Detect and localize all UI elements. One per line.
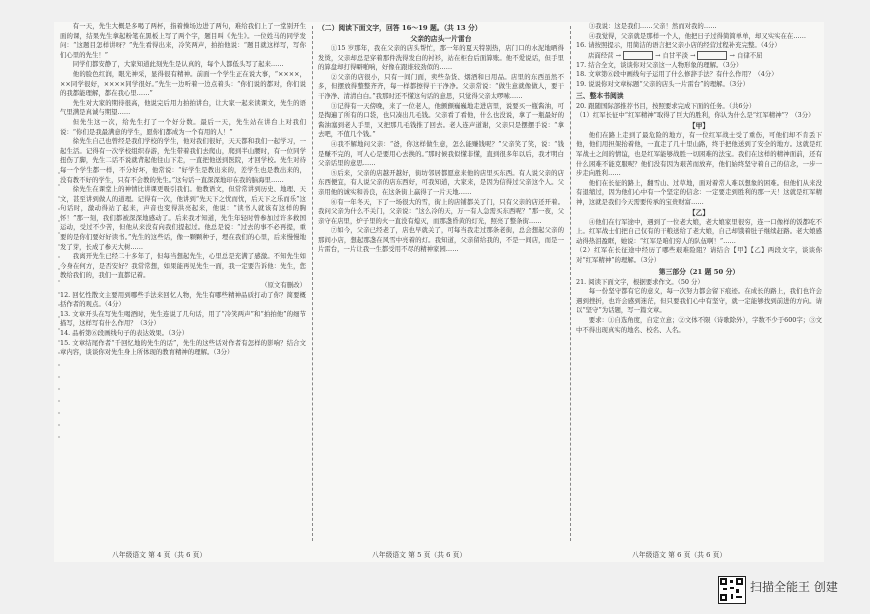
column-divider — [570, 26, 571, 541]
question: 20. 跟随国际部推荐书目，按照要求完成下面的任务。（共6分） — [576, 101, 756, 110]
passage-label: 【甲】 — [688, 121, 710, 130]
question: 13. 文章开头在写先生喝酒时，先生连说了几句话，用了“冷笑两声”和“拍拍他”的细节描写，这样写有什么作用？（3分） — [60, 309, 306, 328]
question: 14. 品析第⑥段画线句子的表达效果。（3分） — [60, 329, 189, 337]
question: 21. 阅读下面文字，根据要求作文。（50 分） — [576, 277, 704, 286]
paragraph: 先生对大家的期待很高，他说完后用力拍拍讲台，让大家一起来读课文，先生的语气里满是真诚与期望…… — [60, 98, 306, 117]
flow-diagram — [576, 51, 822, 61]
paragraph: ⑤后来，父亲的店越开越好，街坊邻居都愿意来他的店里买东西。有人说父亲的店东西便宜，有人说父亲的店东西好，可我知道，大家来，是因为信得过父亲这个人。父亲用他的诚实和善良，在这条街上赢得了一片天地…… — [318, 168, 564, 196]
paragraph: ④我不解地问父亲：“爸，你这样做生意，怎么能赚钱呢？”父亲笑了笑，说：“钱是赚不完的，可人心是要用心去换的。”那时候我似懂非懂，直到很多年以后，我才明白父亲话里的意思…… — [318, 139, 564, 168]
arrow-icon: → — [655, 51, 661, 60]
paragraph: 同学们都安静了，大家知道此刻先生是认真的，每个人都低头写了起来…… — [72, 60, 284, 69]
scanner-watermark: 扫描全能王 创建 — [750, 580, 838, 594]
page-footer: 八年级语文 第 4 页（共 6 页） — [112, 551, 207, 559]
question: 18. 文章第⑥段中画线句子运用了什么修辞手法？有什么作用？（4分） — [576, 70, 778, 79]
page-footer: 八年级语文 第 5 页（共 6 页） — [372, 551, 467, 559]
flow-start: 店面经营 — [588, 51, 614, 60]
essay-requirements: 要求：①自选角度，自定立意；②文体不限（诗歌除外），字数不少于600字；③文中不得出现真实的地名、校名、人名。 — [576, 315, 822, 334]
paragraph: ⑥有一年冬天，下了一场很大的雪，街上的店铺都关了门，只有父亲的店还开着。我问父亲为什么不关门，父亲说：“这么冷的天，万一有人急需买东西呢？”那一夜，父亲守在店里，炉子里的火一直没有熄灭，而那盏昏黄的灯光，照亮了整条街…… — [318, 197, 564, 225]
arrow-icon: → — [690, 51, 696, 60]
column-divider — [312, 26, 313, 541]
paragraph: 他们在路上走到了最危险的地方，有一位红军战士受了重伤，可他们却不肯丢下他，他们用担架抬着他，一直走了几十里山路，终于把他送到了安全的地方。这就是红军战士之间的情谊，也是红军能够战胜一切困难的法宝。我们在这样的精神面前，还有什么困难不能克服呢？他们没有因为艰苦而放弃，他们始终坚守着自己的信念，一步一步走向胜利…… — [576, 130, 822, 178]
flow-end: 自律不屈 — [736, 51, 763, 60]
question: （1）红军长征中“红军精神”取得了巨大的胜利，你认为什么是“红军精神”？（3分） — [576, 111, 815, 120]
question: 19. 说说你对文章标题“父亲的店头一片雷台”的理解。（3分） — [576, 80, 749, 89]
paragraph: 徐先生自己也曾经是我们学校的学生，他对我们很好，天天都和我们一起学习，一起生活。记得有一次学校组织春游，先生带着我们去爬山，爬到半山腰时，有一位同学扭伤了脚，先生二话不说就背起他往山下走，一直把他送到医院，才回学校。先生对待每一个学生都一样，不分好坏，他常说：“好学生是教出来的，差学生也是教出来的，没有教不好的学生，只有不会教的先生。”这句话一直深深地印在我的脑海里…… — [60, 137, 306, 184]
question: （2）红军在长征途中经历了哪些艰难险阻？请结合【甲】【乙】两段文字，谈谈你对“红军精神”的理解。（3分） — [576, 246, 822, 264]
paragraph: 徐先生在课堂上的神情比讲课更吸引我们。他教语文，但常常讲到历史、地理、天文，甚至讲到做人的道理。记得有一次，他讲到“先天下之忧而忧，后天下之乐而乐”这句话时，激动得站了起来，声音也变得洪亮起来，他说：“读书人就该有这样的胸怀！”那一刻，我们都被深深地感动了。后来我才知道，先生年轻时曾参加过许多救国运动，受过不少苦，但他从来没有向我们提起过。他总是说：“过去的事不必再提，重要的是你们要好好读书。”先生的这些话，像一颗颗种子，埋在我们的心里，后来慢慢地发了芽，长成了参天大树…… — [60, 185, 306, 251]
section-heading: （二）阅读下面文字，回答 16～19 题。（共 13 分） — [318, 24, 482, 32]
paragraph: ④他们在行军途中，遇到了一位老大娘，老大娘家里很穷，连一口像样的饭都吃不上。红军战士们把自己仅有的干粮送给了老大娘，自己却饿着肚子继续赶路。老大娘感动得热泪盈眶，她说：“红军是咱们穷人的队伍啊！”…… — [576, 217, 822, 245]
qr-code-icon — [718, 576, 746, 604]
flow-mid: 自甘平淡 — [662, 51, 689, 60]
part-title: 第三部分（21 题 50 分） — [658, 267, 740, 276]
passage-label: 【乙】 — [688, 208, 710, 217]
paragraph: 我离开先生已经二十多年了，但每当想起先生，心里总是充满了感激。不知先生如今身在何方，是否安好？我常常想，如果能再见先生一面，我一定要告诉他：先生，您教给我们的，我们一直都记着。 — [60, 252, 306, 280]
paragraph: 但先生这一次，给先生打了一个好分数。最后一天，先生站在讲台上对我们说：“你们是我最满意的学生，愿你们都成为一个有用的人！” — [60, 117, 306, 136]
essay-prompt: 每一份坚守都有它的意义，每一次努力都会留下痕迹。在成长的路上，我们也许会遇到挫折，也许会感到迷茫，但只要我们心中有坚守，就一定能够找到前进的方向。请以“坚守”为话题，写一篇文章。 — [576, 287, 822, 315]
answer-box[interactable] — [697, 51, 727, 60]
article-title: 父亲的店头一片雷台 — [410, 35, 472, 43]
question: 16. 请按照提示，用简洁的语言把父亲小店的经营过程补充完整。（4分） — [576, 41, 781, 50]
paragraph: 有一天，先生大概是多喝了两杯，指着操场边进了两句，难给我们上了一堂别开生面的课，结果先生拿起粉笔在黑板上写了两个字，题目叫《先生》。一位姓马的同学发问：“这题目怎样讲呀？”先生看得出来，冷笑两声，拍拍他说：“题目就这样写，写你们心里的先生！” — [60, 22, 306, 59]
arrow-icon: → — [615, 51, 621, 60]
page-5-column — [318, 22, 564, 542]
paragraph: ①15 岁那年，我在父亲的店头帮忙，那一年的夏天特别热，店门口的水泥地晒得发烫，父亲却总是穿着那件洗得发白的衬衫，站在柜台后面算账。他不爱说话，但手里的算盘却打得噼啪响，好像在跟谁较劲似的…… — [318, 44, 564, 72]
page-6-column — [576, 22, 822, 542]
question: 15. 文章结尾作者“千回忆地的先生的话”，先生的这些话对作者有怎样的影响？结合文章内容，谈谈你对先生身上所体现的教育精神的理解。（3分） — [60, 338, 306, 357]
paragraph: ④我觉得，父亲就是那样一个人，他把日子过得简简单单，却又实实在在…… — [588, 31, 807, 40]
source-note: （原文有删改） — [261, 281, 306, 290]
paragraph: ③我说：这是我们……父亲！然而对我的…… — [588, 22, 717, 30]
paragraph: 他们在长征的路上，翻雪山、过草地，面对着常人难以想象的困难。但他们从来没有退缩过，因为他们心中有一个坚定的信念：一定要走到胜利的那一天！这就是红军精神，这就是我们今天需要传承的宝贵财富…… — [576, 178, 822, 206]
paragraph: ③记得有一天傍晚，来了一位老人，他颤颤巍巍地走进店里，说要买一瓶酱油，可是掏遍了所有的口袋，也只凑出几毛钱。父亲看了看他，什么也没说，拿了一瓶最好的酱油塞到老人手里，又把那几毛钱推了回去。老人连声道谢，父亲只是摆摆手说：“拿去吧，不值几个钱。” — [318, 101, 564, 139]
section-heading: 三、整本书阅读 — [576, 91, 624, 100]
paragraph: 他的脸色红润，眼光神采，显得很有精神。前面一个学生正在说大事，“××××，××同学很好，××××同学很好。”先生一边听着一边点着头：“你们说的都对，你们说的我都能理解，都在我心里……” — [60, 69, 306, 98]
exam-sheet — [54, 22, 824, 562]
paragraph: ⑦如今，父亲已经老了，店也早就关了，可每当我走过那条老街，总会想起父亲的那间小店，想起那盏在风雪中亮着的灯。我知道，父亲留给我的，不是一间店，而是一片雷台，一片让我一生都受用不尽的精神家园…… — [318, 226, 564, 254]
page-4-column — [60, 22, 306, 542]
question: 12. 回忆性散文主要用到哪些手法来回忆人物，先生有哪些精神品质打动了你？简要概括作者的观点。（4分） — [60, 290, 306, 309]
page-footer: 八年级语文 第 6 页（共 6 页） — [632, 551, 727, 559]
paragraph: ②父亲的店很小，只有一间门面，卖些杂货、烟酒和日用品。店里的东西虽然不多，但摆放得整整齐齐，每一样都擦得干干净净。父亲常说：“做生意就像做人，要干干净净、清清白白。”我那时还不懂这句话的意思，只觉得父亲太啰嗦…… — [318, 72, 564, 100]
answer-box[interactable] — [623, 51, 653, 60]
question: 17. 结合全文，谈谈你对父亲这一人物形象的理解。（3分） — [576, 60, 743, 69]
arrow-icon: → — [729, 51, 735, 60]
